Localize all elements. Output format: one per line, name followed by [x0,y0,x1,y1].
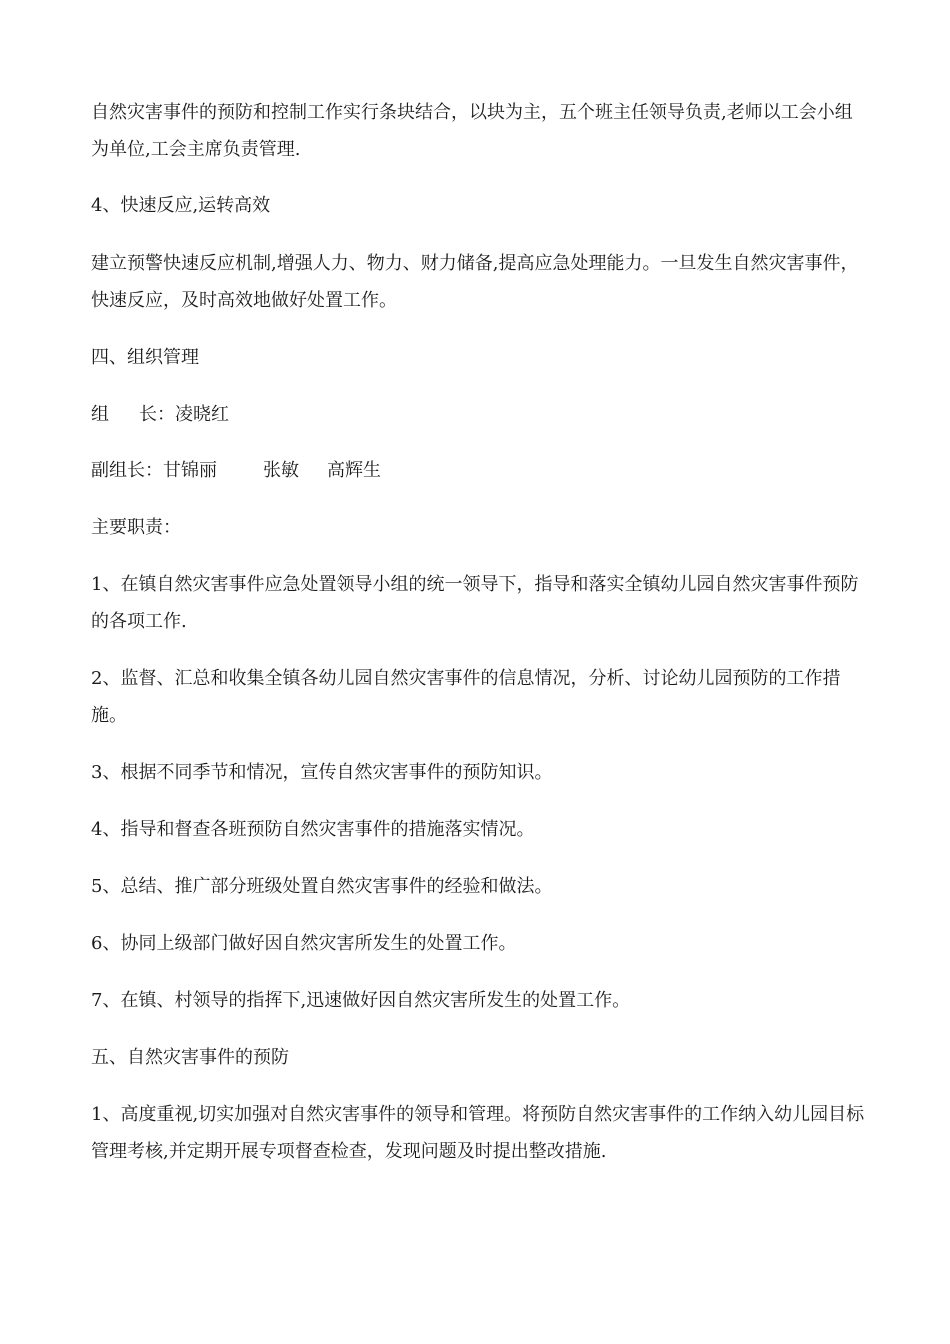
deputy-name-3: 高辉生 [327,460,381,481]
heading-prevention: 五、自然灾害事件的预防 [91,1047,289,1068]
duty-item-1: 1、在镇自然灾害事件应急处置领导小组的统一领导下，指导和落实全镇幼儿园自然灾害事件预防的各项工作. [91,574,859,632]
heading-organization: 四、组织管理 [91,347,199,368]
duty-item-2: 2、监督、汇总和收集全镇各幼儿园自然灾害事件的信息情况，分析、讨论幼儿园预防的工作措施。 [91,668,841,726]
duty-item-5: 5、总结、推广部分班级处置自然灾害事件的经验和做法。 [91,876,553,897]
paragraph-division-of-duty: 自然灾害事件的预防和控制工作实行条块结合，以块为主，五个班主任领导负责,老师以工会小组为单位,工会主席负责管理. [91,102,853,160]
paragraph-early-warning: 建立预警快速反应机制,增强人力、物力、财力储备,提高应急处理能力。一旦发生自然灾害事件，快速反应，及时高效地做好处置工作。 [91,253,859,311]
deputy-name-2: 张敏 [263,460,299,481]
duty-item-6: 6、协同上级部门做好因自然灾害所发生的处置工作。 [91,933,517,954]
leader-name: 凌晓红 [175,404,229,425]
leader-label-part2: 长： [139,404,175,425]
deputy-label: 副组长： [91,460,163,481]
heading-main-duties: 主要职责： [91,517,181,538]
duty-item-3: 3、根据不同季节和情况，宣传自然灾害事件的预防知识。 [91,762,553,783]
prevention-item-1: 1、高度重视,切实加强对自然灾害事件的领导和管理。将预防自然灾害事件的工作纳入幼儿园目标管理考核,并定期开展专项督查检查，发现问题及时提出整改措施. [91,1104,865,1162]
leader-line [91,396,866,433]
duty-item-7: 7、在镇、村领导的指挥下,迅速做好因自然灾害所发生的处置工作。 [91,990,631,1011]
heading-rapid-response: 4、快速反应,运转高效 [91,195,271,216]
deputy-name-1: 甘锦丽 [163,460,217,481]
leader-label-part1: 组 [91,404,109,425]
duty-item-4: 4、指导和督查各班预防自然灾害事件的措施落实情况。 [91,819,535,840]
deputy-leader-line [91,452,866,489]
